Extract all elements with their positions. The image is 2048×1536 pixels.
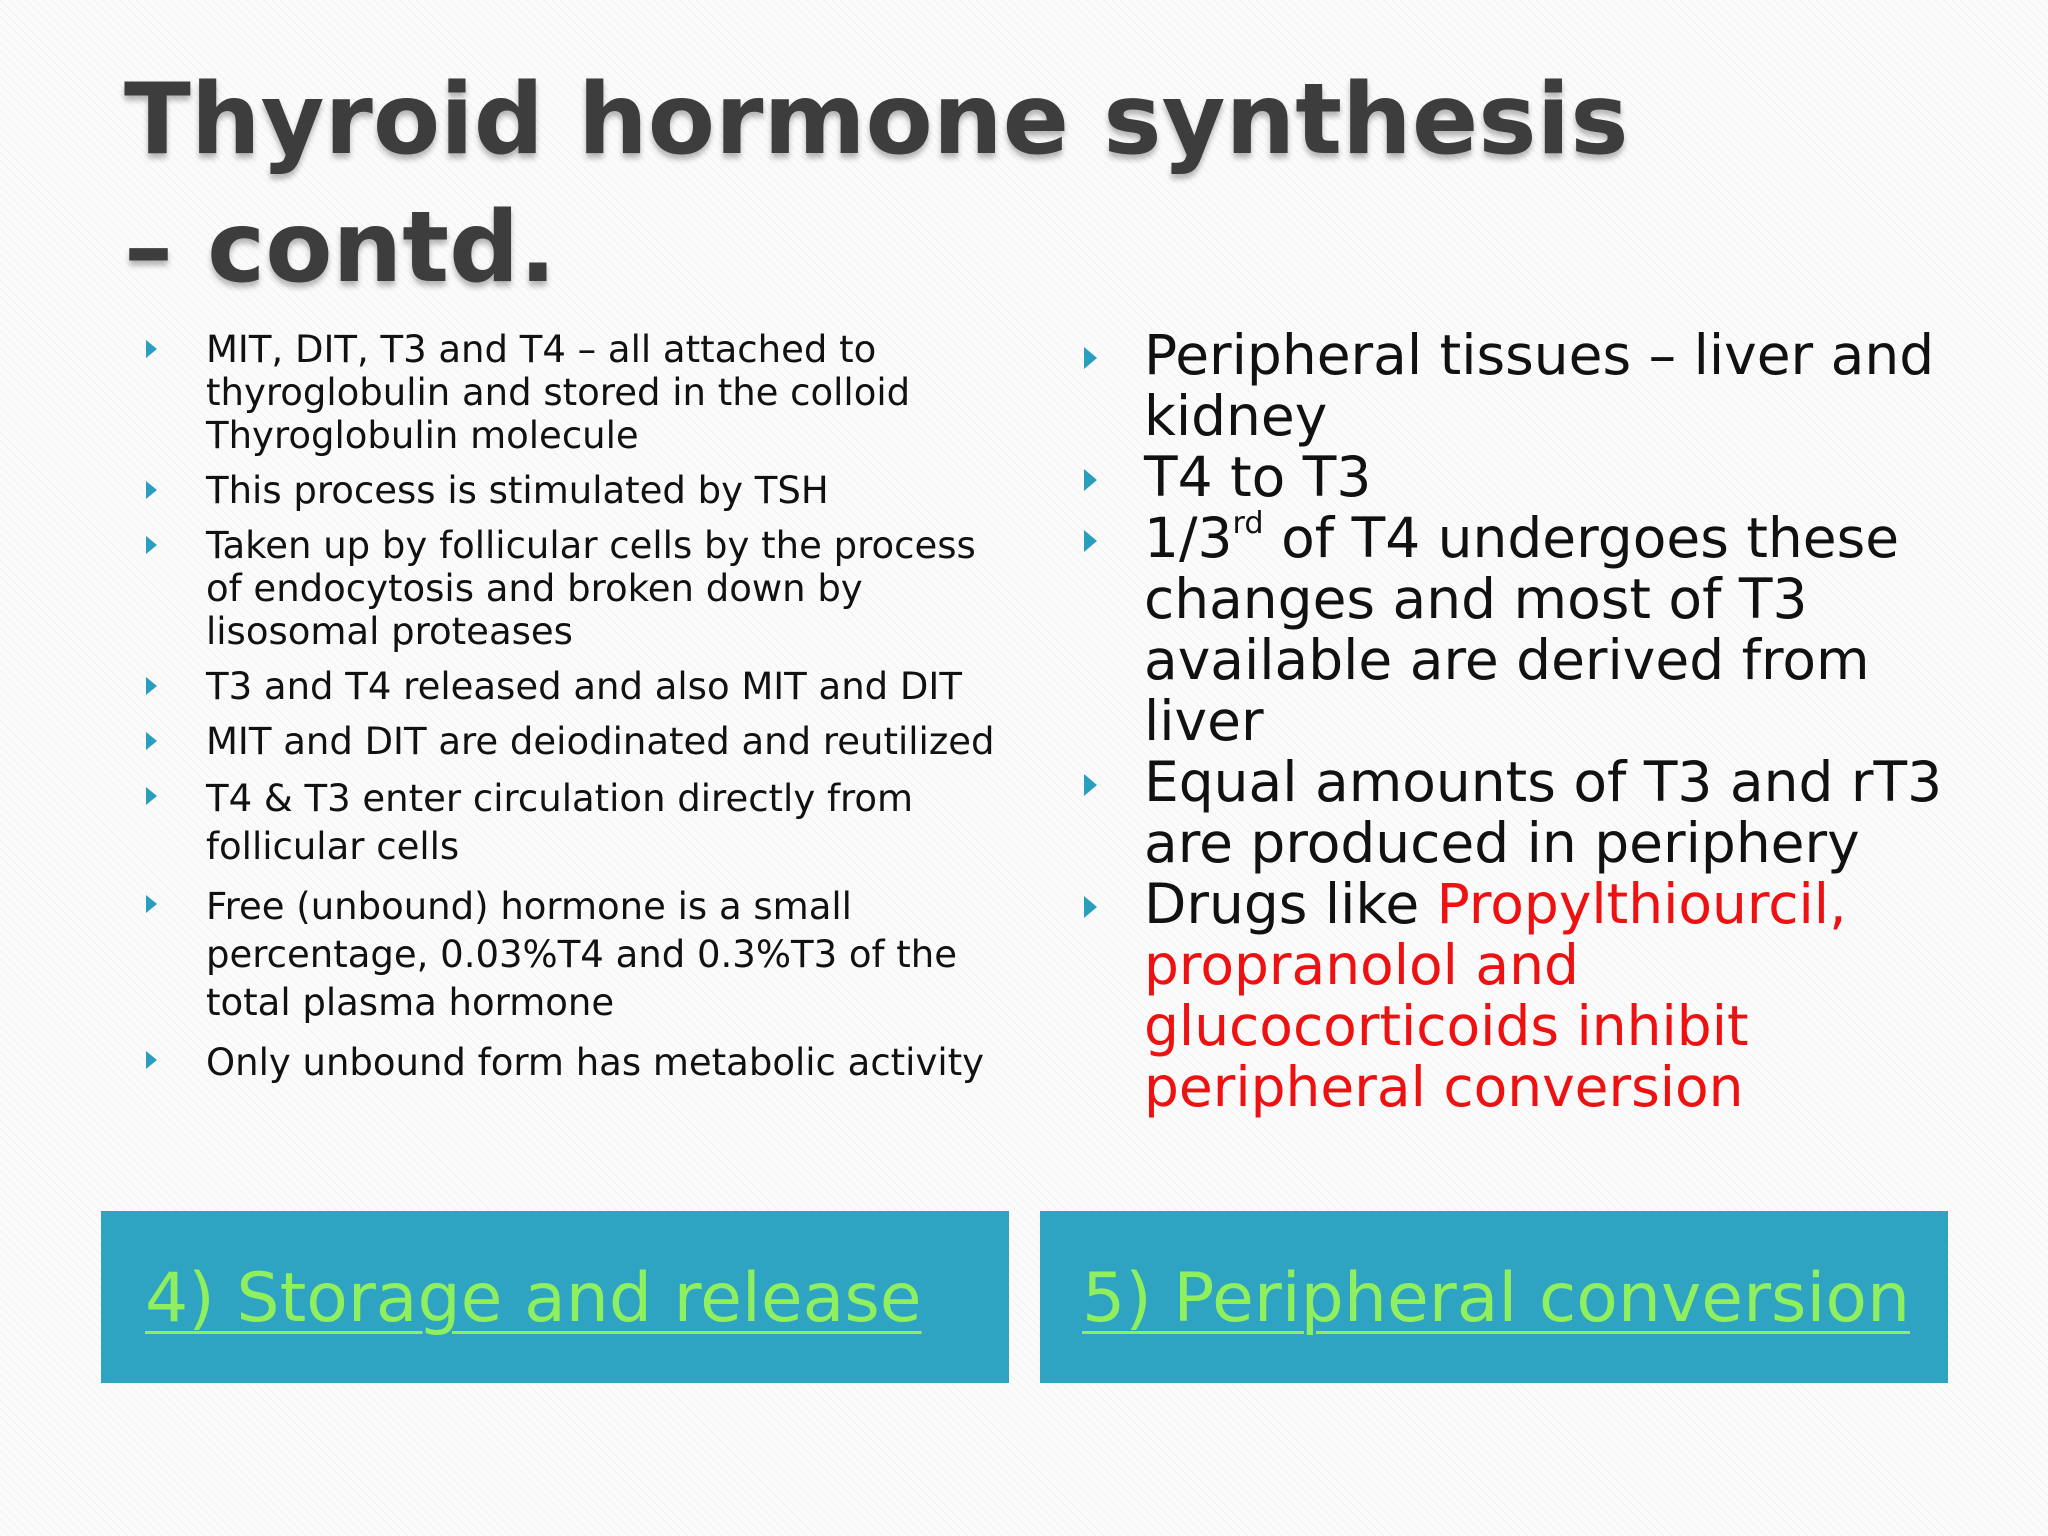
- list-item: [1084, 447, 1964, 508]
- storage-release-box: [101, 1211, 1009, 1383]
- list-item: [146, 720, 1006, 763]
- bullet-arrow-icon: [146, 536, 157, 554]
- bullet-arrow-icon: [146, 787, 157, 805]
- list-item: [146, 328, 1006, 457]
- bullet-arrow-icon: [1084, 774, 1097, 796]
- bullet-arrow-icon: [146, 677, 157, 695]
- bullet-arrow-icon: [146, 340, 157, 358]
- bullet-text: T3 and T4 released and also MIT and DIT: [206, 665, 962, 708]
- ordinal-superscript: rd: [1232, 505, 1264, 541]
- fraction-text: 1/3: [1144, 506, 1233, 570]
- list-item: [1084, 752, 1964, 874]
- bullet-arrow-icon: [1084, 347, 1097, 369]
- bullet-text: Only unbound form has metabolic activity: [206, 1041, 985, 1084]
- list-item: [146, 1039, 1006, 1086]
- bullet-text: Free (unbound) hormone is a small percentage, 0.03%T4 and 0.3%T3 of the total plasma hormone: [206, 885, 958, 1024]
- list-item: [146, 883, 1006, 1027]
- peripheral-conversion-box: [1040, 1211, 1948, 1383]
- storage-release-link[interactable]: 4) Storage and release: [145, 1259, 922, 1338]
- bullet-text: T4 & T3 enter circulation directly from follicular cells: [206, 777, 914, 868]
- bullet-arrow-icon: [146, 1051, 157, 1069]
- list-item: [146, 524, 1006, 653]
- list-item: [1084, 505, 1964, 753]
- list-item: [146, 469, 1006, 512]
- list-item: [146, 665, 1006, 708]
- list-item: [1084, 874, 1964, 1118]
- highlighted-drugs-text: Propylthiourcil, propranolol and glucocorticoids inhibit peripheral conversion: [1144, 872, 1847, 1119]
- bullet-arrow-icon: [146, 895, 157, 913]
- bullet-text: of T4 undergoes these changes and most of T3 available are derived from liver: [1144, 506, 1900, 753]
- list-item: [146, 775, 1006, 871]
- bullet-text: Peripheral tissues – liver and kidney: [1144, 323, 1935, 448]
- bullet-text: T4 to T3: [1144, 445, 1372, 509]
- bullet-text: Equal amounts of T3 and rT3 are produced in periphery: [1144, 750, 1943, 875]
- bullet-arrow-icon: [146, 481, 157, 499]
- bullet-text: MIT, DIT, T3 and T4 – all attached to thyroglobulin and stored in the colloid Thyroglobulin molecule: [206, 328, 911, 457]
- left-bullet-list: [146, 328, 1006, 1098]
- bullet-arrow-icon: [146, 732, 157, 750]
- right-bullet-list: [1084, 325, 1964, 1118]
- slide-title: Thyroid hormone synthesis – contd.: [124, 63, 1629, 305]
- bullet-text: Drugs like: [1144, 872, 1437, 936]
- bullet-arrow-icon: [1084, 896, 1097, 918]
- bullet-arrow-icon: [1084, 530, 1097, 552]
- bullet-text: Taken up by follicular cells by the process of endocytosis and broken down by lisosomal proteases: [206, 524, 976, 653]
- bullet-text: MIT and DIT are deiodinated and reutilized: [206, 720, 995, 763]
- peripheral-conversion-link[interactable]: 5) Peripheral conversion: [1082, 1259, 1911, 1338]
- bullet-text: This process is stimulated by TSH: [206, 469, 829, 512]
- list-item: [1084, 325, 1964, 447]
- bullet-arrow-icon: [1084, 469, 1097, 491]
